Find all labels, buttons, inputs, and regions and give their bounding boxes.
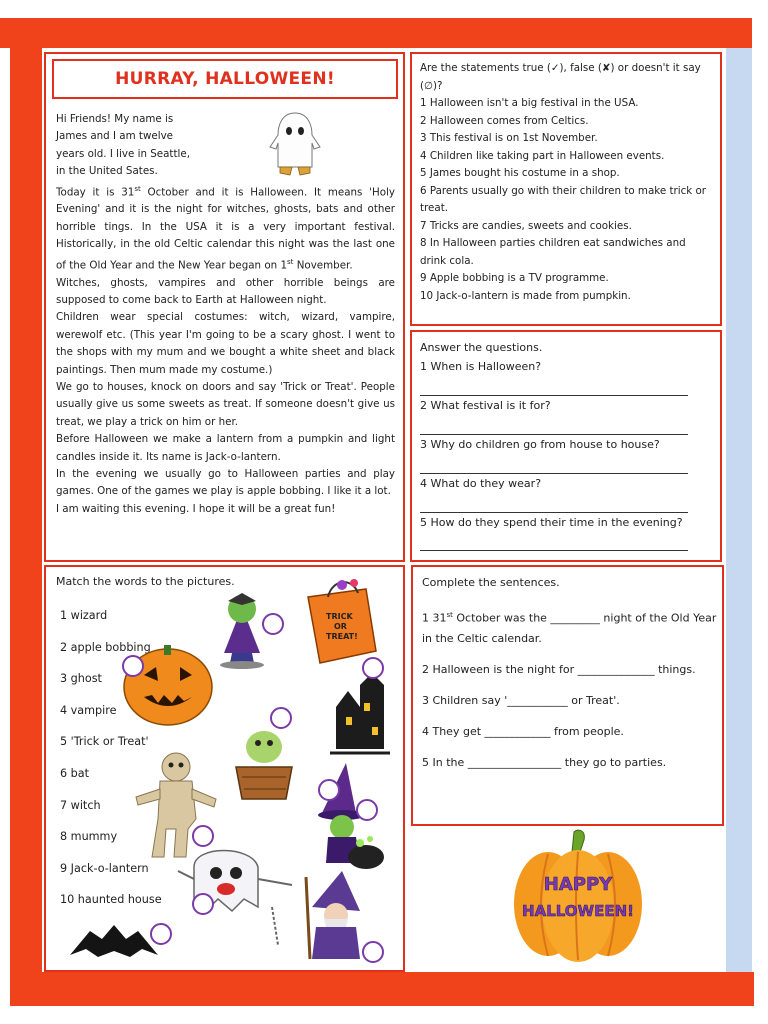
intro-line: in the United Sates. xyxy=(56,165,158,178)
answer-circle[interactable] xyxy=(318,779,340,801)
exercise-heading: Complete the sentences. xyxy=(422,576,560,589)
answer-line[interactable] xyxy=(420,416,688,435)
answer-line[interactable] xyxy=(420,493,688,512)
match-word: 9 Jack-o-lantern xyxy=(60,861,149,875)
exercise-heading: Match the words to the pictures. xyxy=(56,575,235,588)
trick-or-treat-bag-picture xyxy=(308,579,376,663)
match-word: 3 ghost xyxy=(60,672,102,686)
answer-circle[interactable] xyxy=(192,825,214,847)
answer-circle[interactable] xyxy=(122,655,144,677)
intro-line: years old. I live in Seattle, xyxy=(56,147,190,160)
statement-item: 7 Tricks are candies, sweets and cookies. xyxy=(420,219,632,232)
statement-item: 10 Jack-o-lantern is made from pumpkin. xyxy=(420,289,631,302)
intro-line: James and I am twelve xyxy=(56,130,174,143)
sentence-item: 2 Halloween is the night for ______________ things. xyxy=(422,662,696,676)
reading-panel xyxy=(44,52,405,562)
match-word: 7 witch xyxy=(60,798,101,812)
complete-sentences-panel xyxy=(411,565,724,826)
statement-item: 1 Halloween isn't a big festival in the USA. xyxy=(420,97,639,109)
statement-item: 4 Children like taking part in Halloween events. xyxy=(420,149,665,162)
match-word: 5 'Trick or Treat' xyxy=(60,735,149,749)
story-text xyxy=(56,111,395,518)
superscript: st xyxy=(134,184,141,193)
question-item: 3 Why do children go from house to house? xyxy=(420,438,660,451)
vampire-picture xyxy=(220,593,264,669)
sentence-item: 5 In the _________________ they go to parties. xyxy=(422,755,667,769)
wizard-picture xyxy=(306,871,360,959)
page-title: HURRAY, HALLOWEEN! xyxy=(115,69,335,89)
story-paragraph xyxy=(56,181,395,275)
sentence-text: 1 31 xyxy=(422,611,447,625)
answer-circle[interactable] xyxy=(362,941,384,963)
story-paragraph: Witches, ghosts, vampires and other horrible beings are supposed to come back to Earth at Halloween night. xyxy=(56,276,395,306)
story-paragraph: We go to houses, knock on doors and say 'Trick or Treat'. People usually give us some sweets as treat. If someone doesn't give us treat, we play a trick on him or her. xyxy=(56,380,395,428)
answer-circle[interactable] xyxy=(192,893,214,915)
question-item: 2 What festival is it for? xyxy=(420,399,551,413)
matching-panel xyxy=(44,565,405,972)
statement-item: 6 Parents usually go with their children to make trick or treat. xyxy=(420,184,707,214)
match-word: 6 bat xyxy=(60,766,90,780)
superscript: st xyxy=(287,257,294,266)
story-text-span: Today it is 31 xyxy=(56,186,135,199)
match-word: 4 vampire xyxy=(60,703,117,717)
question-item: 4 What do they wear? xyxy=(420,476,542,490)
matching-pictures xyxy=(46,567,407,974)
story-text-span: November. xyxy=(293,259,353,272)
statement-item: 5 James bought his costume in a shop. xyxy=(420,167,620,179)
answer-line[interactable] xyxy=(420,454,688,473)
left-border-bar xyxy=(10,18,42,1006)
answer-line[interactable] xyxy=(420,532,688,551)
answer-circle[interactable] xyxy=(150,923,172,945)
sentence-item xyxy=(422,605,718,649)
answer-circle[interactable] xyxy=(356,799,378,821)
statement-item: 2 Halloween comes from Celtics. xyxy=(420,114,589,127)
story-paragraph: Children wear special costumes: witch, wizard, vampire, werewolf etc. (This year I'm going to be a scary ghost. I went to the shops with my mum and we bought a white sheet and black paintings. Then mum made my costume.) xyxy=(56,311,395,376)
match-word: 1 wizard xyxy=(60,609,108,622)
top-border-bar xyxy=(0,18,752,48)
intro-line: Hi Friends! My name is xyxy=(56,113,174,125)
exercise-heading: Are the statements true (✓), false (✘) or doesn't it say (∅)? xyxy=(420,62,701,92)
questions-panel xyxy=(410,330,722,562)
match-word: 10 haunted house xyxy=(60,893,162,907)
sentence-text: October was the _________ night of the Old Year in the Celtic calendar. xyxy=(422,611,717,645)
answer-line[interactable] xyxy=(420,377,688,396)
right-side-strip xyxy=(726,48,752,972)
question-item: 1 When is Halloween? xyxy=(420,360,542,374)
match-word: 2 apple bobbing xyxy=(60,640,151,654)
true-false-panel xyxy=(410,52,722,326)
bag-text: OR xyxy=(334,622,347,631)
story-text-span: October and it is Halloween. It means 'Holy Evening' and it is the night for witches, ghosts, bats and other horrible tings. In the USA it is a very important festival. Historically, in the old Celtic calendar this night was the last one of the Old Year and the New Year began on 1 xyxy=(56,186,395,272)
bat-picture xyxy=(70,925,158,957)
superscript: st xyxy=(446,611,453,619)
bag-text: TRICK xyxy=(326,612,353,621)
question-item: 5 How do they spend their time in the evening? xyxy=(420,515,683,529)
statement-item: 9 Apple bobbing is a TV programme. xyxy=(420,272,609,284)
answer-circle[interactable] xyxy=(270,707,292,729)
apple-bobbing-picture xyxy=(236,731,292,799)
match-word: 8 mummy xyxy=(60,830,118,844)
logo-text: HALLOWEEN! xyxy=(522,902,634,920)
statement-item: 8 In Halloween parties children eat sandwiches and drink cola. xyxy=(420,237,686,267)
statement-item: 3 This festival is on 1st November. xyxy=(420,132,598,144)
sentence-item: 3 Children say '___________ or Treat'. xyxy=(422,693,620,707)
exercise-heading: Answer the questions. xyxy=(420,341,543,354)
answer-circle[interactable] xyxy=(362,657,384,679)
logo-text: HAPPY xyxy=(543,874,613,895)
story-paragraph: I am waiting this evening. I hope it will be a great fun! xyxy=(56,502,336,515)
bottom-border-bar xyxy=(10,972,754,1006)
haunted-house-picture xyxy=(330,673,390,753)
title-box xyxy=(52,59,398,99)
sentence-item: 4 They get ____________ from people. xyxy=(422,724,624,738)
happy-halloween-pumpkin-logo xyxy=(508,826,648,966)
bag-text: TREAT! xyxy=(326,632,358,641)
answer-circle[interactable] xyxy=(262,613,284,635)
story-paragraph: In the evening we usually go to Halloween parties and play games. One of the games we play is apple bobbing. I like it a lot. xyxy=(56,467,395,498)
story-paragraph: Before Halloween we make a lantern from a pumpkin and light candles inside it. Its name is Jack-o-lantern. xyxy=(56,433,395,463)
